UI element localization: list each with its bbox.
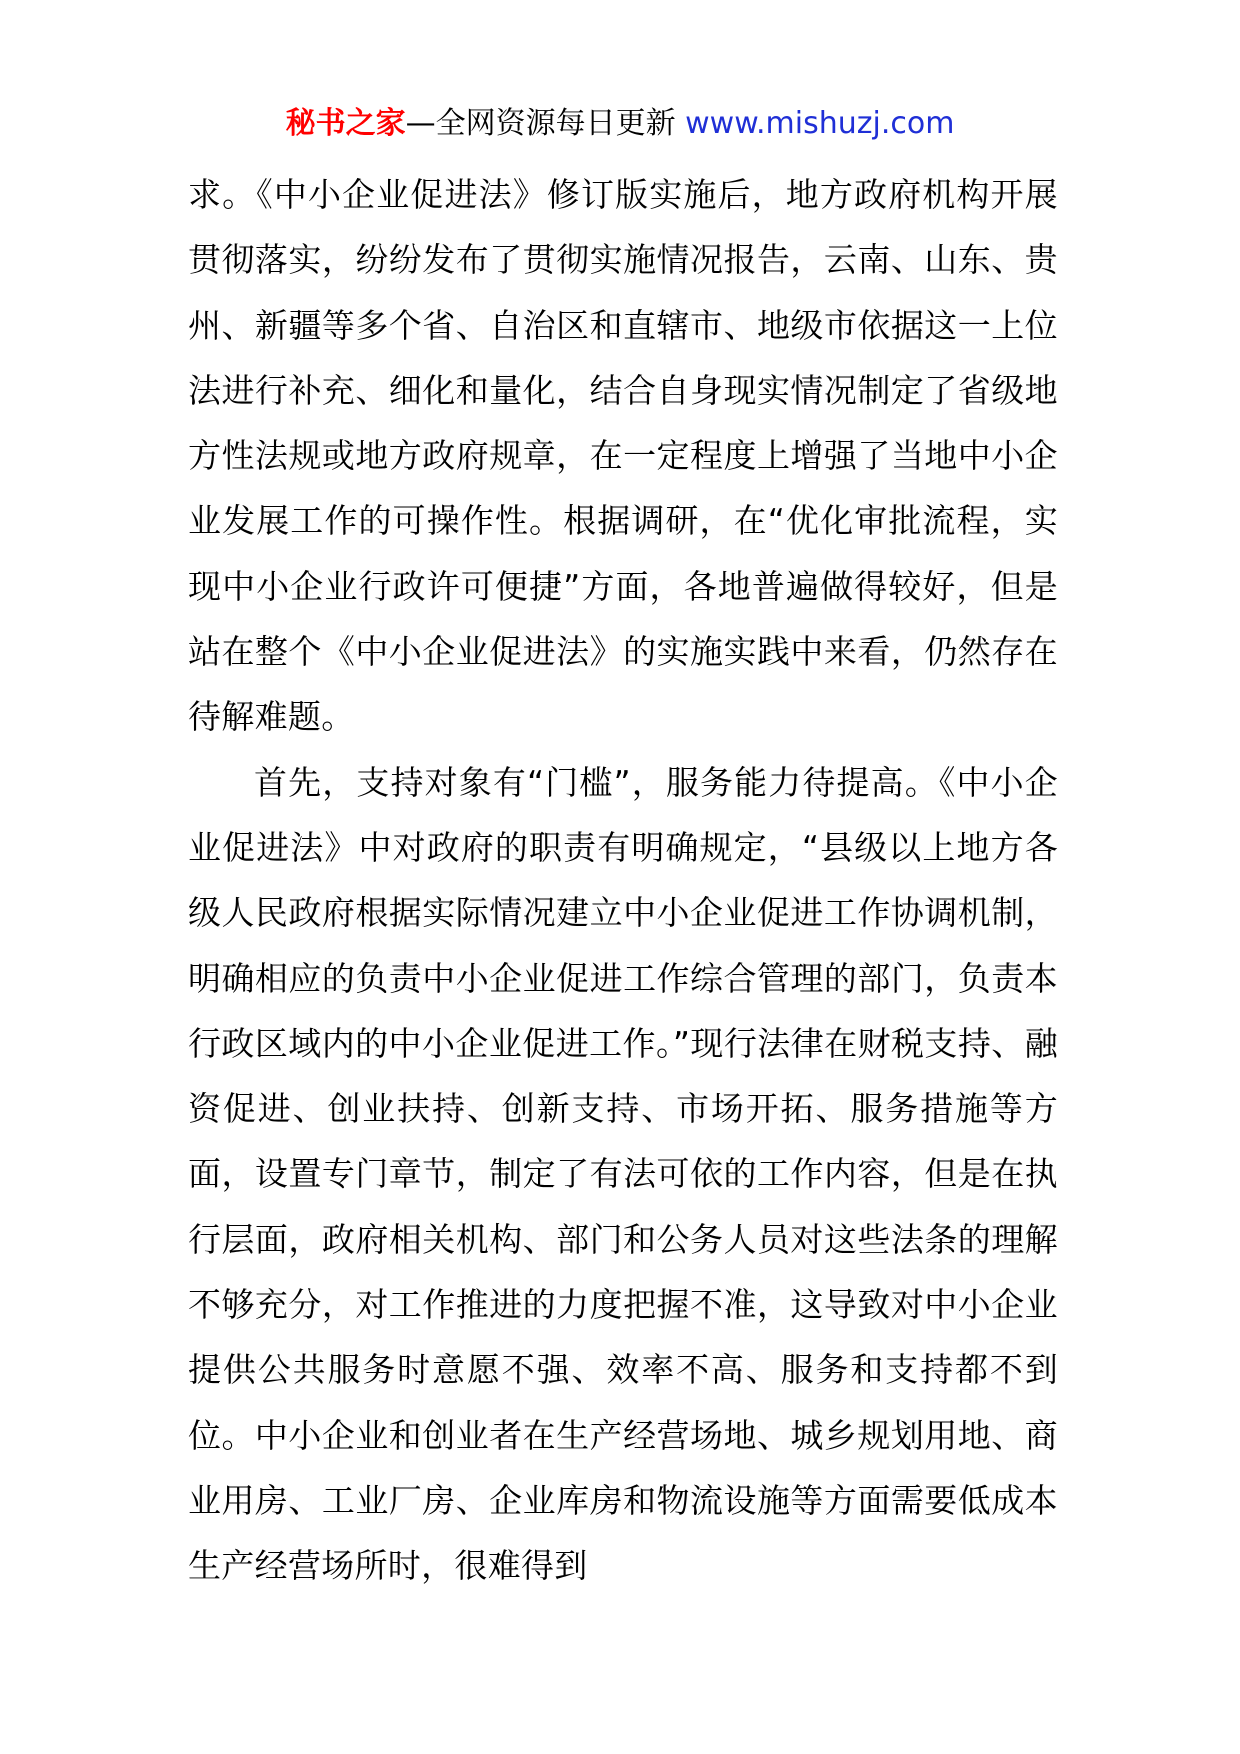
paragraph-first-point: 首先，支持对象有“门槛”，服务能力待提高。《中小企业促进法》中对政府的职责有明确规定，“县级以上地方各级人民政府根据实际情况建立中小企业促进工作协调机制，明确相应的负责中小企业促进工作综合管理的部门，负责本行政区域内的中小企业促进工作。”现行法律在财税支持、融资促进、创业扶持、创新支持、市场开拓、服务措施等方面，设置专门章节，制定了有法可依的工作内容，但是在执行层面，政府相关机构、部门和公务人员对这些法条的理解不够充分，对工作推进的力度把握不准，这导致对中小企业提供公共服务时意愿不强、效率不高、服务和支持都不到位。中小企业和创业者在生产经营场地、城乡规划用地、商业用房、工业厂房、企业库房和物流设施等方面需要低成本生产经营场所时，很难得到 <box>188 762 1058 1586</box>
header-url-link[interactable]: www.mishuzj.com <box>685 106 955 141</box>
paragraph-continuation: 求。《中小企业促进法》修订版实施后，地方政府机构开展贯彻落实，纷纷发布了贯彻实施情况报告，云南、山东、贵州、新疆等多个省、自治区和直辖市、地级市依据这一上位法进行补充、细化和量化，结合自身现实情况制定了省级地方性法规或地方政府规章，在一定程度上增强了当地中小企业发展工作的可操作性。根据调研，在“优化审批流程，实现中小企业行政许可便捷”方面，各地普遍做得较好，但是站在整个《中小企业促进法》的实施实践中来看，仍然存在待解难题。 <box>188 175 1058 737</box>
document-body <box>188 162 1058 1599</box>
header-tagline: —全网资源每日更新 <box>405 106 676 141</box>
page-header <box>0 104 1240 144</box>
header-brand: 秘书之家 <box>285 106 406 141</box>
